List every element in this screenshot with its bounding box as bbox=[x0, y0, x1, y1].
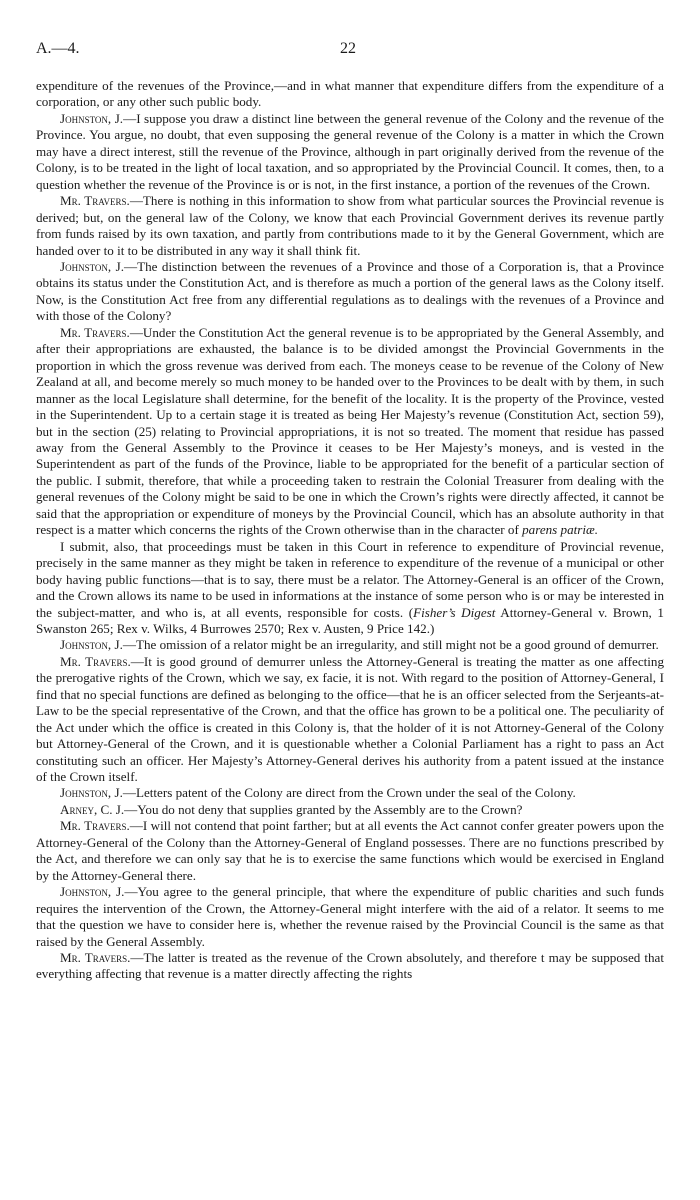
paragraph-8 bbox=[36, 785, 664, 801]
paragraph-text: —The distinction between the revenues of a Province and those of a Corporation is, that a Province obtains its status under the Constitution Act, and is therefore as much a portion of the general laws as the Colony itself. Now, is the Constitution Act free from any differential regulations as to dealings with the revenues of a Province and with those of the Colony? bbox=[36, 258, 664, 324]
paragraph-1 bbox=[36, 111, 664, 193]
paragraph-6 bbox=[36, 637, 664, 653]
body-text bbox=[36, 78, 664, 983]
speaker-name: Johnston, J. bbox=[60, 637, 123, 653]
page-header bbox=[36, 40, 660, 62]
speaker-name: Johnston, J. bbox=[60, 785, 123, 801]
paragraph-text: —I will not contend that point farther; but at all events the Act cannot confer greater powers upon the Attorney-General of the Colony than the Attorney-General of England possesses. There are no functions prescribed by the Act, and therefore we can only say that he is to exercise the same functions which would be exercised in England by the Attorney-General there. bbox=[36, 818, 664, 883]
speaker-name: Johnston, J. bbox=[60, 258, 125, 274]
speaker-name: Mr. Travers. bbox=[60, 653, 131, 669]
paragraph-7 bbox=[36, 654, 664, 786]
paragraph-9 bbox=[36, 802, 664, 818]
paragraph-2 bbox=[36, 193, 664, 259]
document-reference: A.—4. bbox=[36, 40, 80, 57]
paragraph-12 bbox=[36, 950, 664, 983]
paragraph-11 bbox=[36, 884, 664, 950]
speaker-name: Johnston, J. bbox=[60, 110, 124, 126]
speaker-name: Mr. Travers. bbox=[60, 324, 130, 340]
paragraph-3 bbox=[36, 259, 664, 325]
paragraph-text: —You agree to the general principle, that where the expenditure of public charities and such funds requires the intervention of the Crown, the Attorney-General might interfere with the aid of a relator. It seems to me that the question we have to consider here is, whether the revenue raised by the Provincial Council is the same as that raised by the General Assembly. bbox=[36, 884, 664, 949]
page-number: 22 bbox=[340, 40, 356, 57]
speaker-name: Arney, C. J. bbox=[60, 801, 125, 817]
speaker-name: Johnston, J. bbox=[60, 884, 125, 900]
speaker-name: Mr. Travers. bbox=[60, 818, 130, 834]
paragraph-text: —Under the Constitution Act the general revenue is to be appropriated by the General Assembly, and after their appropriations are exhausted, the balance is to be divided amongst the Provincial Governments in the proportion in which the gross revenue was derived from each. The moneys cease to be revenue of the Colony of New Zealand at all, and become merely so much money to be handed over to the Provinces to be dealt with by them, in such manner as the local Legislature shall determine, for the benefit of the locality. It is the property of the Province, vested in the Superintendent. Up to a certain stage it is treated as being Her Majesty’s revenue (Constitution Act, section 59), but in the section (25) relating to Provincial appropriations, it is not so treated. The moment that residue has passed away from the General Assembly to the Province it ceases to be Her Majesty’s moneys, and is vested in the Superintendent as part of the funds of the Province, liable to be appropriated for the benefit of a particular section of the public. I submit, therefore, that while a proceeding taken to restrain the Colonial Treasurer from dealing with the general revenues of the Colony might be said to be one in which the Crown’s rights were directly affected, it cannot be said that the appropriation or expenditure of moneys by the Provincial Council, which has an absolute authority in that respect is a matter which concerns the rights of the Crown otherwise than in the character of bbox=[36, 324, 664, 538]
paragraph-text-after: Attorney-General v. Brown, 1 Swanston 265; Rex v. Wilks, 4 Burrowes 2570; Rex v. Austen, 9 Price 142.) bbox=[36, 604, 664, 636]
speaker-name: Mr. Travers. bbox=[60, 950, 131, 966]
paragraph-10 bbox=[36, 818, 664, 884]
paragraph-4 bbox=[36, 325, 664, 539]
paragraph-text: —There is nothing in this information to show from what particular sources the Provincial revenue is derived; but, on the general law of the Colony, we know that each Provincial Government derives its revenue partly from funds raised by its own taxation, and partly from contributions made to it by the General Government, which are handed over to it to be distributed in any way it shall think fit. bbox=[36, 193, 665, 258]
speaker-name: Mr. Travers. bbox=[60, 193, 130, 209]
paragraph-text: I submit, also, that proceedings must be taken in this Court in reference to expenditure of Provincial revenue, precisely in the same manner as they might be taken in reference to expenditure of the revenue of a municipal or other body having public functions—that is to say, there must be a relator. The Attorney-General is an officer of the Crown, and the Crown allows its name to be used in informations at the instance of some person who is or may be interested in the subject-matter, and who is, at all events, responsible for costs. ( bbox=[36, 538, 664, 620]
paragraph-text: —I suppose you draw a distinct line between the general revenue of the Colony and the revenue of the Province. You argue, no doubt, that even supposing the general revenue of the Colony is a matter in which the Crown may have a direct interest, still the revenue of the Province, although in part originally derived from the revenue of the Colony, is to be treated in the light of local taxation, and so appropriated by the Provincial Council. It comes, then, to a question whether the revenue of the Province is or is not, in the first instance, a portion of the revenues of the Crown. bbox=[36, 110, 664, 192]
paragraph-text: —You do not deny that supplies granted by the Assembly are to the Crown? bbox=[124, 801, 523, 817]
paragraph-5 bbox=[36, 539, 664, 638]
paragraph-text: expenditure of the revenues of the Province,—and in what manner that expenditure differs from the expenditure of a corporation, or any other such public body. bbox=[36, 78, 664, 110]
paragraph-text: —Letters patent of the Colony are direct from the Crown under the seal of the Colony. bbox=[122, 785, 576, 801]
paragraph-italic-tail: parens patriæ. bbox=[522, 522, 599, 538]
paragraph-0 bbox=[36, 78, 664, 111]
paragraph-text: —It is good ground of demurrer unless the Attorney-General is treating the matter as one affecting the prerogative rights of the Crown, which we say, ex facie, it is not. With regard to the position of Attorney-General, I find that no special functions are defined as belonging to the office—that he is an officer selected from the Serjeants-at-Law to be the special representative of the Crown, and that the office has grown to be a political one. The peculiarity of the Act under which the office is created in this Colony is, that the holder of it is not Attorney-General of the Colony but Attorney-General of the Crown, and it is questionable whether a Colonial Parliament has a right to pass an Act constituting such an officer. Her Majesty’s Attorney-General derives his authority from a patent issued at the instance of the Crown itself. bbox=[36, 653, 664, 785]
paragraph-text: —The omission of a relator might be an irregularity, and still might not be a good ground of demurrer. bbox=[122, 637, 659, 653]
paragraph-text: —The latter is treated as the revenue of the Crown absolutely, and therefore t may be supposed that everything affecting that revenue is a matter directly affecting the rights bbox=[36, 950, 665, 982]
citation-italic: Fisher’s Digest bbox=[413, 604, 496, 620]
